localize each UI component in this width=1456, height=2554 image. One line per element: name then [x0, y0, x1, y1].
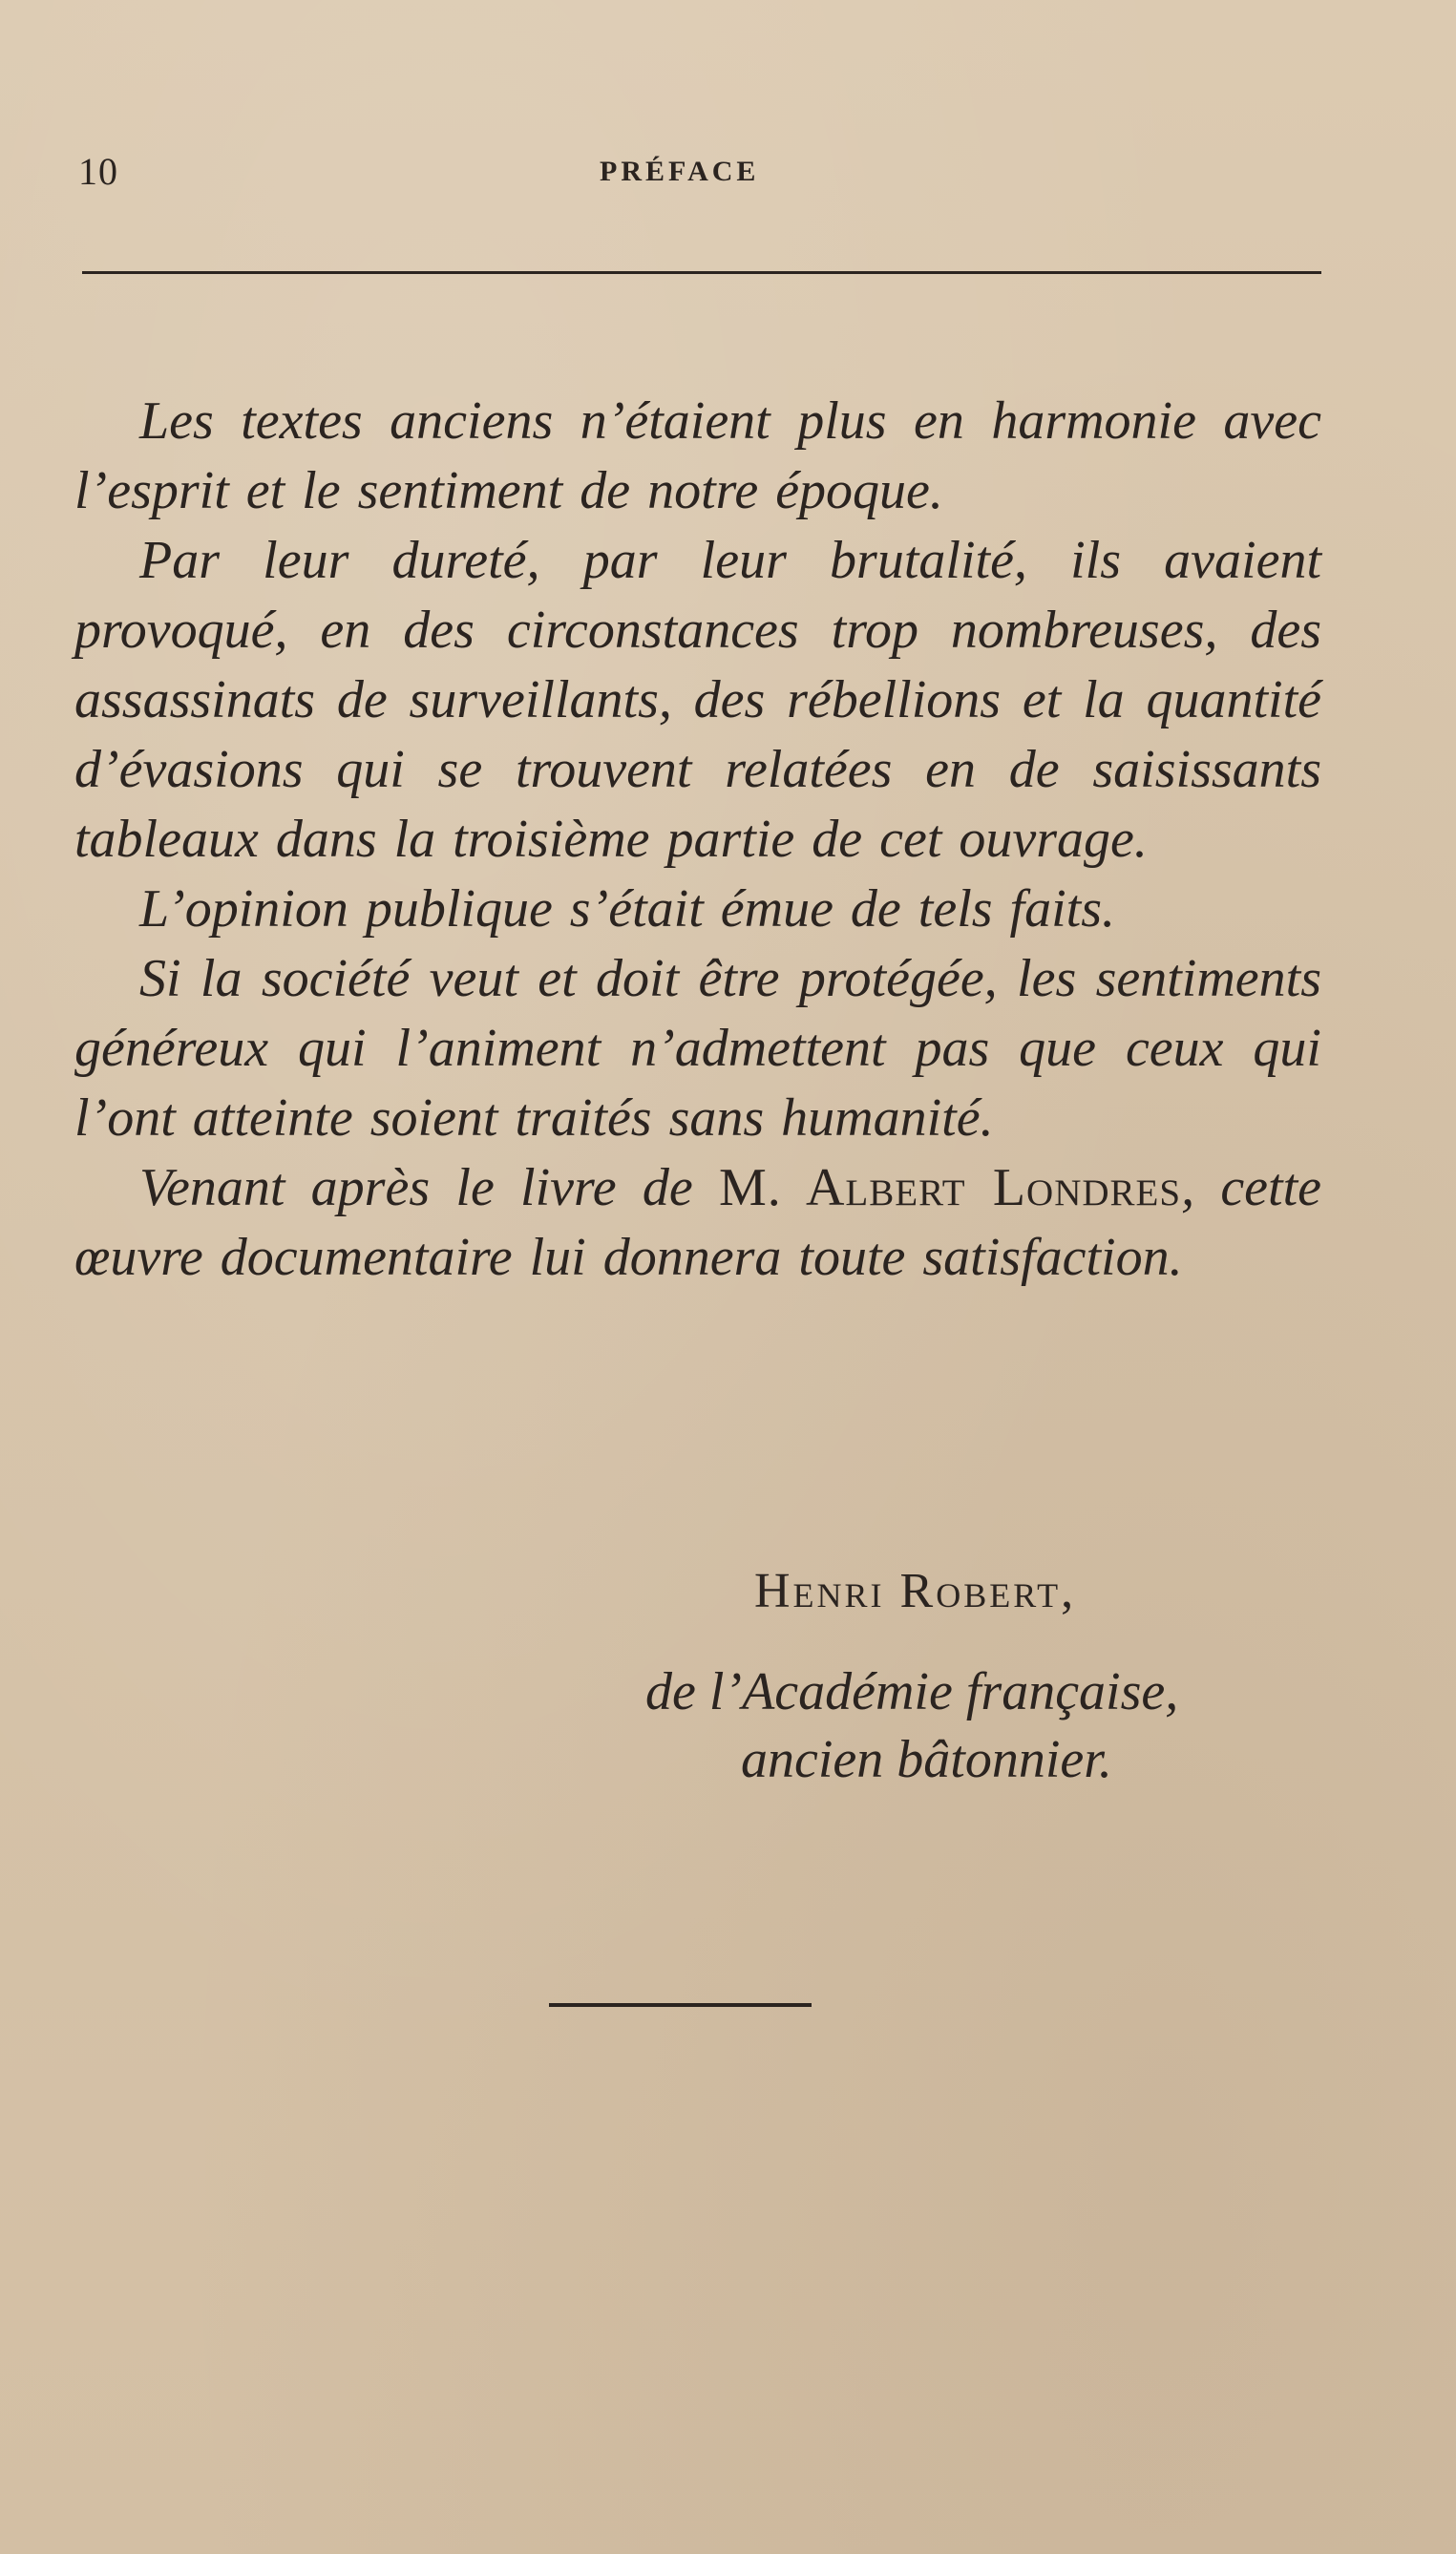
- end-rule: [549, 2003, 812, 2007]
- paragraph-4: Si la société veut et doit être protégée, les sentiments généreux qui l’animent n’admettent pas que ceux qui l’ont atteinte soient traités sans humanité.: [74, 949, 1321, 1148]
- author-reference: M. Albert Londres: [719, 1158, 1182, 1217]
- signature-title: de l’Académie française,: [645, 1662, 1179, 1721]
- running-title: PRÉFACE: [600, 156, 760, 187]
- paragraph-5-end: , cette œuvre documentaire lui donnera toute satisfaction.: [74, 1158, 1322, 1287]
- signature-role: ancien bâtonnier.: [741, 1730, 1112, 1789]
- signature-name: Henri Robert,: [754, 1564, 1077, 1618]
- paragraph-5: [74, 1153, 1321, 1293]
- preface-body: [74, 387, 1321, 1293]
- paragraph-1: Les textes anciens n’étaient plus en harmonie avec l’esprit et le sentiment de notre époque.: [74, 391, 1321, 520]
- paragraph-3: L’opinion publique s’était émue de tels faits.: [139, 879, 1116, 939]
- paragraph-2: Par leur dureté, par leur brutalité, ils avaient provoqué, en des circonstances trop nombreuses, des assassinats de surveillants, des rébellions et la quantité d’évasions qui se trouvent relatées en de saisissants tableaux dans la troisième partie de cet ouvrage.: [74, 531, 1321, 869]
- paragraph-5-start: Venant après le livre de: [139, 1158, 719, 1217]
- page-number: 10: [78, 150, 118, 193]
- header-rule: [82, 271, 1321, 274]
